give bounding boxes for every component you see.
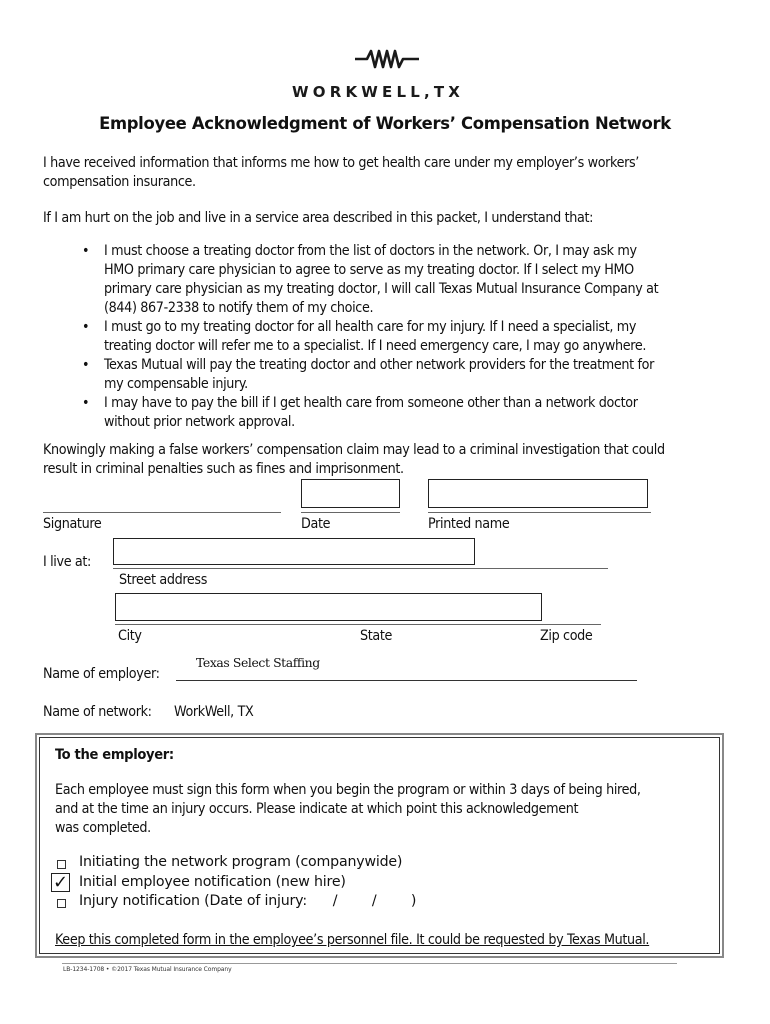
date-label: Date xyxy=(301,516,331,532)
fraud-warning xyxy=(43,441,733,479)
employer-box-inner-border xyxy=(39,737,720,954)
list-item xyxy=(82,394,722,432)
city-state-zip-field[interactable] xyxy=(115,593,542,621)
intro-paragraph xyxy=(43,154,733,192)
body-line: and at the time an injury occurs. Please indicate at which point this acknowledgement xyxy=(55,801,579,817)
city-state-zip-underline xyxy=(115,624,601,625)
zip-code-label: Zip code xyxy=(540,628,593,644)
intro-line: I have received information that informs me how to get health care under my employer’s workers’ xyxy=(43,155,639,171)
heartbeat-wave-icon xyxy=(355,46,419,72)
employer-underline xyxy=(176,680,637,681)
logo-text: WORKWELL,TX xyxy=(292,83,465,101)
option-label-companywide: Initiating the network program (companywide) xyxy=(79,854,403,870)
network-name-value: WorkWell, TX xyxy=(174,704,254,720)
street-address-label: Street address xyxy=(119,572,208,588)
signature-line[interactable] xyxy=(43,512,281,513)
bullet-line: • I must go to my treating doctor for all health care for my injury. If I need a specialist, my xyxy=(104,319,637,335)
printed-name-underline xyxy=(428,512,651,513)
employer-label: Name of employer: xyxy=(43,666,160,682)
list-item xyxy=(82,356,722,394)
keep-form-notice: Keep this completed form in the employee’s personnel file. It could be requested by Texas Mutual. xyxy=(55,932,650,948)
street-address-field[interactable] xyxy=(113,538,475,565)
date-field[interactable] xyxy=(301,479,400,508)
bullet-line: • Texas Mutual will pay the treating doctor and other network providers for the treatment for xyxy=(104,357,654,373)
bullet-line: HMO primary care physician to agree to serve as my treating doctor. If I select my HMO xyxy=(104,262,634,278)
list-item xyxy=(82,242,722,318)
option-label-injury: Injury notification (Date of injury: / / ) xyxy=(79,893,417,909)
employer-name-value[interactable]: Texas Select Staffing xyxy=(196,655,320,670)
state-label: State xyxy=(360,628,393,644)
bullet-line: (844) 867-2338 to notify them of my choice. xyxy=(104,300,374,316)
signature-label: Signature xyxy=(43,516,102,532)
city-label: City xyxy=(118,628,142,644)
warning-line: result in criminal penalties such as fines and imprisonment. xyxy=(43,461,404,477)
date-underline xyxy=(301,512,400,513)
list-item xyxy=(82,318,722,356)
option-label-new-hire: Initial employee notification (new hire) xyxy=(79,874,346,890)
network-label: Name of network: xyxy=(43,704,152,720)
bullet-line: • I may have to pay the bill if I get health care from someone other than a network doctor xyxy=(104,395,638,411)
option-checkbox-companywide[interactable] xyxy=(57,860,66,869)
intro-line: compensation insurance. xyxy=(43,174,196,190)
employer-instructions-box xyxy=(35,733,724,958)
bullet-line: treating doctor will refer me to a specialist. If I need emergency care, I may go anywhere. xyxy=(104,338,647,354)
bullet-line: primary care physician as my treating doctor, I will call Texas Mutual Insurance Company at xyxy=(104,281,659,297)
option-checkbox-new-hire[interactable] xyxy=(51,873,70,892)
live-at-label: I live at: xyxy=(43,554,91,570)
printed-name-label: Printed name xyxy=(428,516,510,532)
checkmark-icon: ✓ xyxy=(52,872,69,893)
warning-line: Knowingly making a false workers’ compensation claim may lead to a criminal investigation that could xyxy=(43,442,665,458)
bullet-line: my compensable injury. xyxy=(104,376,248,392)
printed-name-field[interactable] xyxy=(428,479,648,508)
understand-heading: If I am hurt on the job and live in a service area described in this packet, I understand that: xyxy=(43,210,594,226)
footer-divider xyxy=(62,963,677,964)
bullet-line: without prior network approval. xyxy=(104,414,295,430)
acknowledgment-list xyxy=(82,242,722,432)
street-address-underline xyxy=(113,568,608,569)
page-title: Employee Acknowledgment of Workers’ Compensation Network xyxy=(99,114,671,133)
footer-text: LB-1234-1708 • ©2017 Texas Mutual Insurance Company xyxy=(63,966,232,973)
employer-box-heading: To the employer: xyxy=(55,746,174,763)
employer-box-body xyxy=(55,781,715,838)
option-checkbox-injury[interactable] xyxy=(57,899,66,908)
body-line: Each employee must sign this form when you begin the program or within 3 days of being hired, xyxy=(55,782,641,798)
body-line: was completed. xyxy=(55,820,151,836)
bullet-line: • I must choose a treating doctor from the list of doctors in the network. Or, I may ask my xyxy=(104,243,637,259)
